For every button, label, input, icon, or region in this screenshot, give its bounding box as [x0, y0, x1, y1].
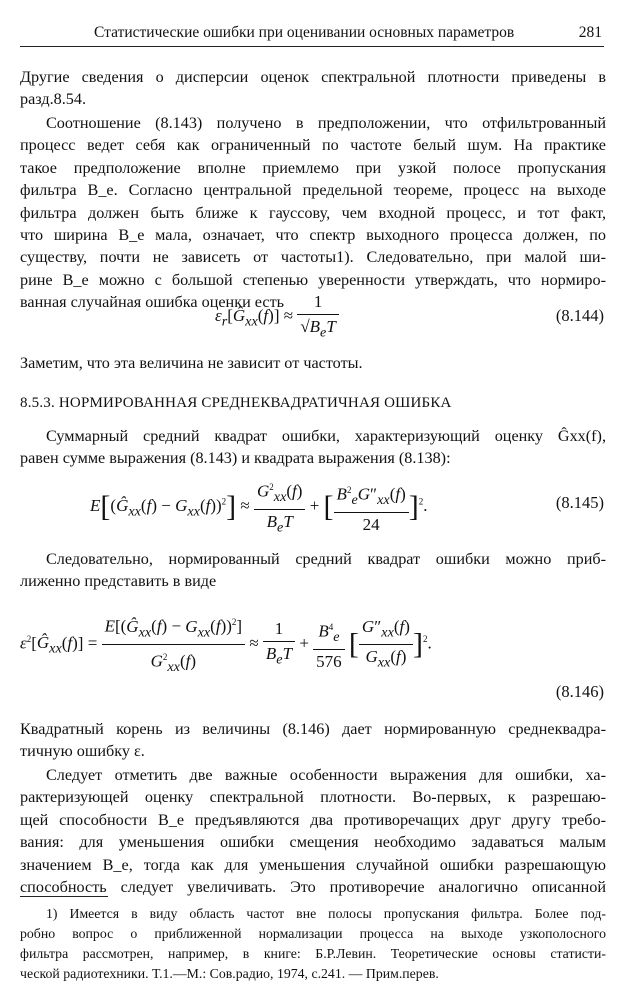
text-line: Соотношение (8.143) получено в предположении, что отфильтрованный	[46, 114, 606, 132]
equation-8-146: $\varepsilon^2[Ĝ_{xx}(f)]$ = $\frac{E[(Ĝ_{xx}(f) - G_{xx}(f))^2]}{G^2_{xx}(f)}$ ≈ $\frac{1}{B_eT}$ + $\frac{B^4_e}{576}$ [ $\frac{G''_{xx}(f)}{G_{xx}(f)}$ ]$^2$.	[20, 610, 432, 679]
text-line: Суммарный средний квадрат ошибки, характеризующий оценку Ĝxx(f),	[46, 427, 606, 445]
footnote-divider	[20, 896, 108, 897]
paragraph-3	[20, 352, 606, 374]
text-line: Квадратный корень из величины (8.146) дает нормированную среднеквадра-	[20, 720, 606, 738]
text-line: тичную ошибку ε.	[20, 742, 145, 761]
text-line: ванная случайная ошибка оценки есть	[20, 293, 285, 312]
paragraph-4	[20, 425, 606, 470]
equation-number-144: (8.144)	[555, 306, 604, 325]
text-line: Следует отметить две важные особенности выражения для ошибки, ха-	[46, 766, 606, 784]
text-line: рактеризующей оценку спектральной плотности. Во-первых, к разрешаю-	[20, 788, 606, 807]
paragraph-1	[20, 66, 606, 111]
text-line: фильтра B_e. Согласно центральной предельной теореме, процесс на выходе	[20, 181, 606, 200]
footnote-line: ческой радиотехники. Т.1.—М.: Сов.радио, 1974, с.241. — Прим.перев.	[20, 966, 439, 981]
text-line: способность следует увеличивать. Это противоречие аналогично описанной	[20, 878, 606, 897]
text-line: рине B_e можно с большой степенью уверенности утверждать, что нормиро-	[20, 270, 606, 289]
paragraph-2	[20, 112, 606, 314]
text-line: существу, почти не зависеть от частоты1). Следовательно, при малой ши-	[20, 248, 606, 267]
text-line: что ширина B_e мала, означает, что спектр выходного процесса должен, по	[20, 226, 606, 245]
text-line: значением B_e, тогда как для уменьшения случайной ошибки разрешающую	[20, 855, 606, 874]
text-line: Следовательно, нормированный средний квадрат ошибки можно приб-	[46, 550, 606, 568]
text-line: фильтра должен быть ближе к гауссову, чем входной процесс, и тот факт,	[20, 203, 606, 222]
text-line: лиженно представить в виде	[20, 572, 217, 591]
text-line: вания: для уменьшения ошибки смещения необходимо задаваться малым	[20, 833, 606, 852]
footnote-line: 1) Имеется в виду область частот вне полосы пропускания фильтра. Более под-	[46, 906, 606, 921]
footnote-line: фильтра рассмотрен, например, в книге: Б.Р.Левин. Теоретические основы статисти-	[20, 946, 606, 961]
footnote-line: робно вопрос о приближенной нормализации процесса на выходе узкополосного	[20, 926, 606, 941]
paragraph-7	[20, 764, 606, 898]
footnote	[20, 904, 606, 984]
equation-8-144: $\varepsilon_r[Ĝ_{xx}(f)]$ ≈ $\frac{1}{√B_eT}$	[215, 290, 339, 344]
text-line: такое предположение вполне приемлемо при узкой полосе пропускания	[20, 158, 606, 177]
header-title: Статистические ошибки при оценивании основных параметров	[94, 24, 515, 41]
running-header	[20, 22, 604, 47]
page-number: 281	[578, 24, 602, 41]
text-line: щей способности B_e предъявляются два противоречащих друг другу требо-	[20, 810, 606, 829]
text-line: Заметим, что эта величина не зависит от частоты.	[20, 354, 363, 372]
text-line: процесс ведет себя как ограниченный по частоте белый шум. На практике	[20, 136, 606, 155]
text-line: разд.8.54.	[20, 90, 87, 109]
equation-number-146: (8.146)	[555, 682, 604, 701]
text-line: Другие сведения о дисперсии оценок спектральной плотности приведены в	[20, 68, 606, 86]
text-line: равен сумме выражения (8.143) и квадрата выражения (8.138):	[20, 449, 451, 468]
paragraph-5	[20, 548, 606, 593]
equation-number-145: (8.145)	[555, 493, 604, 512]
equation-8-145: $E[(Ĝ_{xx}(f) - G_{xx}(f))^2]$ ≈ $\frac{G^2_{xx}(f)}{B_eT}$ + [ $\frac{B^2_eG''_{xx}(f)}{24}$ ]$^2$.	[90, 475, 428, 539]
section-heading: 8.5.3. НОРМИРОВАННАЯ СРЕДНЕКВАДРАТИЧНАЯ ОШИБКА	[20, 395, 452, 411]
paragraph-6	[20, 718, 606, 763]
